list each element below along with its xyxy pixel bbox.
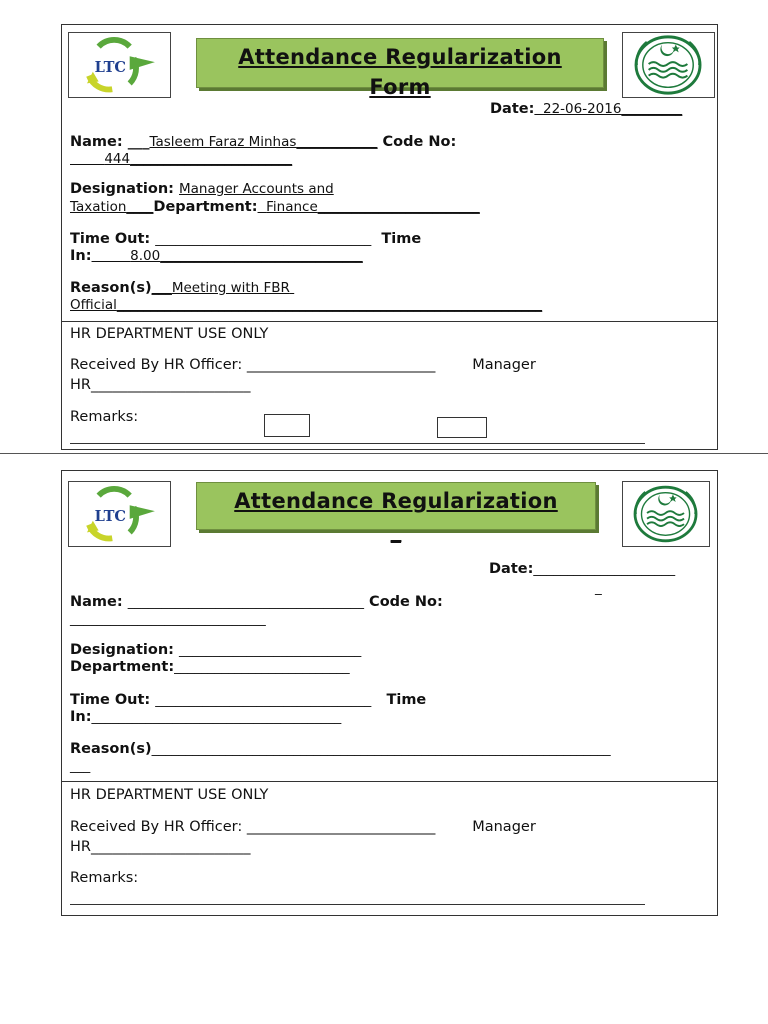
reason-value-line2[interactable]: Official_______________________________________________________________ bbox=[70, 297, 543, 313]
department-field[interactable]: __________________________ bbox=[174, 659, 350, 675]
time-in-row bbox=[70, 247, 363, 265]
name-field[interactable]: ___________________________________ bbox=[127, 594, 364, 610]
manager-hr-field[interactable]: ______________________ bbox=[90, 377, 251, 393]
date-field[interactable]: _____________________ bbox=[533, 561, 676, 577]
department-label: Department: bbox=[153, 199, 258, 215]
name-label: Name: bbox=[70, 594, 123, 610]
date-label: Date: bbox=[489, 561, 534, 577]
remarks-checkbox-2[interactable] bbox=[437, 417, 487, 438]
punjab-seal-icon bbox=[622, 481, 710, 547]
received-label: Received By HR Officer: bbox=[70, 819, 243, 835]
hr-section-divider bbox=[62, 321, 717, 322]
designation-row bbox=[70, 180, 334, 198]
received-row bbox=[70, 818, 536, 836]
name-value[interactable]: Tasleem Faraz Minhas____________ bbox=[149, 134, 378, 150]
attendance-form-blank bbox=[61, 470, 718, 916]
time-in-label-a: Time bbox=[381, 231, 422, 247]
code-label: Code No: bbox=[369, 594, 443, 610]
name-label: Name: bbox=[70, 134, 123, 150]
remarks-label: Remarks: bbox=[70, 870, 139, 886]
time-in-field[interactable]: _____________________________________ bbox=[91, 709, 342, 725]
time-in-value-text: 8.00 bbox=[130, 248, 161, 264]
reason-field[interactable]: ____________________________________________________________________ bbox=[151, 741, 611, 757]
manager-hr-row bbox=[70, 376, 250, 394]
name-value-text: Tasleem Faraz Minhas bbox=[149, 134, 297, 150]
time-in-label-b: In: bbox=[70, 248, 92, 264]
time-in-label-b: In: bbox=[70, 709, 92, 725]
form-title-box bbox=[196, 482, 596, 543]
received-field[interactable]: __________________________ bbox=[246, 357, 436, 373]
manager-label-a: Manager bbox=[472, 819, 536, 835]
attendance-form-filled bbox=[61, 24, 718, 450]
punjab-seal-icon bbox=[622, 32, 715, 98]
ltc-logo-text: LTC bbox=[94, 58, 126, 76]
designation-value-line2-text: Taxation bbox=[70, 199, 127, 215]
form-title-box bbox=[196, 38, 604, 99]
time-in-value[interactable]: 8.00______________________________ bbox=[130, 248, 363, 264]
time-out-row bbox=[70, 691, 426, 709]
code-value[interactable]: 444________________________ bbox=[104, 151, 293, 167]
designation-value-line2[interactable]: Taxation____ bbox=[70, 199, 154, 215]
manager-label-b: HR bbox=[70, 839, 91, 855]
designation-label: Designation: bbox=[70, 181, 174, 197]
department-row bbox=[70, 658, 350, 676]
date-value-text: 22-06-2016 bbox=[542, 101, 622, 117]
time-in-row bbox=[70, 708, 341, 726]
designation-label: Designation: bbox=[70, 642, 174, 658]
time-out-row bbox=[70, 230, 421, 248]
page-divider bbox=[0, 453, 768, 454]
designation-department-row bbox=[70, 198, 480, 216]
name-row: Name: ___Tasleem Faraz Minhas____________ Code No: bbox=[70, 134, 457, 150]
form-title: Attendance Regularization Form bbox=[238, 45, 562, 99]
reason-trailing: ___ bbox=[70, 758, 91, 774]
ltc-recycle-logo-icon bbox=[68, 32, 171, 98]
department-value-text: Finance bbox=[266, 199, 318, 215]
time-out-label: Time Out: bbox=[70, 231, 151, 247]
date-row bbox=[489, 560, 675, 578]
remarks-checkbox-1[interactable] bbox=[264, 414, 310, 437]
date-row bbox=[490, 100, 682, 118]
hr-heading: HR DEPARTMENT USE ONLY bbox=[70, 787, 269, 803]
time-out-label: Time Out: bbox=[70, 692, 151, 708]
date-value[interactable]: 22-06-2016_________ bbox=[542, 101, 683, 117]
manager-label-b: HR bbox=[70, 377, 91, 393]
reason-value-line2-text: Official bbox=[70, 297, 117, 313]
reason-value-line1[interactable]: ___Meeting with FBR bbox=[151, 280, 290, 296]
code-field[interactable]: _____________________________ bbox=[70, 611, 266, 627]
name-row bbox=[70, 593, 443, 611]
remarks-label: Remarks: bbox=[70, 409, 139, 425]
reason-row bbox=[70, 279, 294, 297]
form-title: Attendance Regularization _ bbox=[234, 489, 558, 543]
remarks-field[interactable] bbox=[70, 443, 645, 444]
date-label: Date: bbox=[490, 101, 535, 117]
reason-label: Reason(s) bbox=[70, 280, 152, 296]
reason-value-line1-text: Meeting with FBR bbox=[171, 280, 290, 296]
time-out-field[interactable]: ________________________________ bbox=[155, 231, 372, 247]
code-label: Code No: bbox=[382, 134, 457, 150]
reason-row bbox=[70, 740, 611, 758]
designation-field[interactable]: ___________________________ bbox=[179, 642, 362, 658]
time-in-label-a: Time bbox=[386, 692, 427, 708]
time-out-field[interactable]: ________________________________ bbox=[155, 692, 372, 708]
reason-label: Reason(s) bbox=[70, 741, 152, 757]
ltc-recycle-logo-icon bbox=[68, 481, 171, 547]
code-value-text: 444 bbox=[104, 151, 131, 167]
manager-hr-row bbox=[70, 838, 250, 856]
ltc-logo-text: LTC bbox=[94, 507, 126, 525]
remarks-field[interactable] bbox=[70, 904, 645, 905]
department-label: Department: bbox=[70, 659, 175, 675]
manager-label-a: Manager bbox=[472, 357, 536, 373]
department-value[interactable]: Finance________________________ bbox=[266, 199, 480, 215]
designation-row bbox=[70, 641, 361, 659]
hr-section-divider bbox=[62, 781, 717, 782]
manager-hr-field[interactable]: ______________________ bbox=[90, 839, 251, 855]
date-trailing: _ bbox=[595, 580, 602, 596]
received-label: Received By HR Officer: bbox=[70, 357, 243, 373]
hr-heading: HR DEPARTMENT USE ONLY bbox=[70, 326, 269, 342]
received-field[interactable]: __________________________ bbox=[246, 819, 436, 835]
received-row bbox=[70, 356, 536, 374]
designation-value-line1[interactable]: Manager Accounts and bbox=[179, 181, 334, 197]
